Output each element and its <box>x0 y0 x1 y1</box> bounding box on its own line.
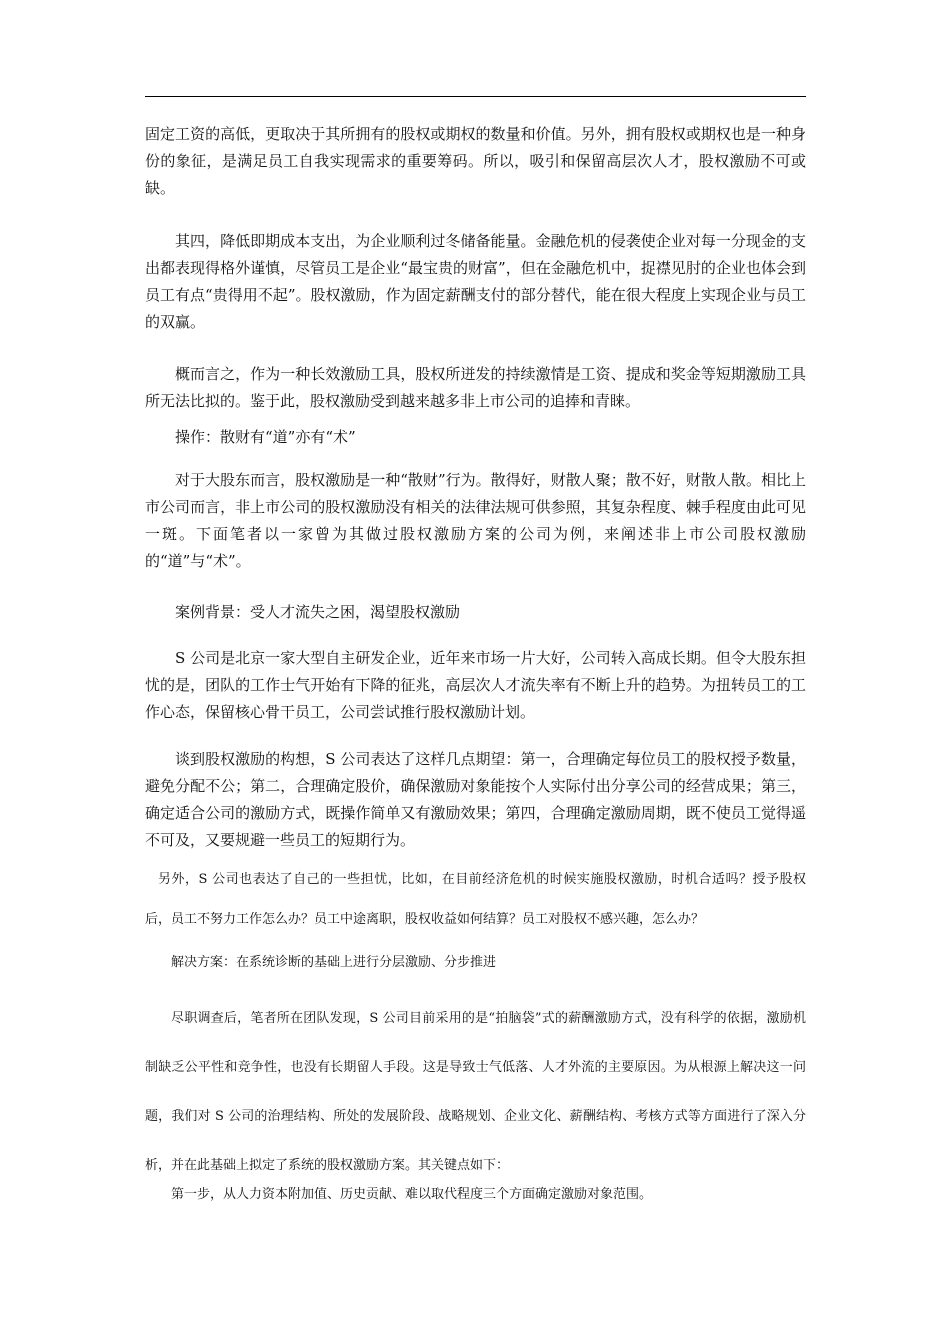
header-rule <box>145 96 806 97</box>
paragraph-4: 对于大股东而言，股权激励是一种“散财”行为。散得好，财散人聚；散不好，财散人散。相比上市公司而言，非上市公司的股权激励没有相关的法律法规可供参照，其复杂程度、棘手程度由此可见一斑。下面笔者以一家曾为其做过股权激励方案的公司为例，来阐述非上市公司股权激励的“道”与“术”。 <box>145 471 806 570</box>
paragraph-1: 固定工资的高低，更取决于其所拥有的股权或期权的数量和价值。另外，拥有股权或期权也是一种身份的象征，是满足员工自我实现需求的重要筹码。所以，吸引和保留高层次人才，股权激励不可或缺。 <box>145 125 806 197</box>
section-heading-case-background: 案例背景：受人才流失之困，渴望股权激励 <box>175 603 461 621</box>
paragraph-6: 谈到股权激励的构想，S 公司表达了这样几点期望：第一，合理确定每位员工的股权授予数量，避免分配不公；第二，合理确定股价，确保激励对象能按个人实际付出分享公司的经营成果；第三，确定适合公司的激励方式，既操作简单又有激励效果；第四，合理确定激励周期，既不使员工觉得遥不可及，又要规避一些员工的短期行为。 <box>145 750 806 849</box>
paragraph-5: S 公司是北京一家大型自主研发企业，近年来市场一片大好，公司转入高成长期。但令大股东担忧的是，团队的工作士气开始有下降的征兆，高层次人才流失率有不断上升的趋势。为扭转员工的工作心态，保留核心骨干员工，公司尝试推行股权激励计划。 <box>145 649 806 721</box>
paragraph-3: 概而言之，作为一种长效激励工具，股权所迸发的持续激情是工资、提成和奖金等短期激励工具所无法比拟的。鉴于此，股权激励受到越来越多非上市公司的追捧和青睐。 <box>145 365 806 410</box>
paragraph-8: 尽职调查后，笔者所在团队发现，S 公司目前采用的是“拍脑袋”式的薪酬激励方式，没有科学的依据，激励机制缺乏公平性和竞争性，也没有长期留人手段。这是导致士气低落、人才外流的主要原因。为从根源上解决这一问题，我们对 S 公司的治理结构、所处的发展阶段、战略规划、企业文化、薪酬结构、考核方式等方面进行了深入分析，并在此基础上拟定了系统的股权激励方案。其关键点如下： <box>145 1011 806 1173</box>
paragraph-2: 其四，降低即期成本支出，为企业顺利过冬储备能量。金融危机的侵袭使企业对每一分现金的支出都表现得格外谨慎，尽管员工是企业“最宝贵的财富”，但在金融危机中，捉襟见肘的企业也体会到员工有点“贵得用不起”。股权激励，作为固定薪酬支付的部分替代，能在很大程度上实现企业与员工的双赢。 <box>145 232 806 331</box>
paragraph-7: 另外，S 公司也表达了自己的一些担忧，比如，在目前经济危机的时候实施股权激励，时机合适吗？授予股权后，员工不努力工作怎么办？员工中途离职，股权收益如何结算？员工对股权不感兴趣，怎么办？ <box>145 872 806 927</box>
section-heading-solution: 解决方案：在系统诊断的基础上进行分层激励、分步推进 <box>171 955 497 970</box>
paragraph-9: 第一步，从人力资本附加值、历史贡献、难以取代程度三个方面确定激励对象范围。 <box>171 1187 653 1202</box>
section-heading-operation: 操作：散财有“道”亦有“术” <box>175 428 356 446</box>
